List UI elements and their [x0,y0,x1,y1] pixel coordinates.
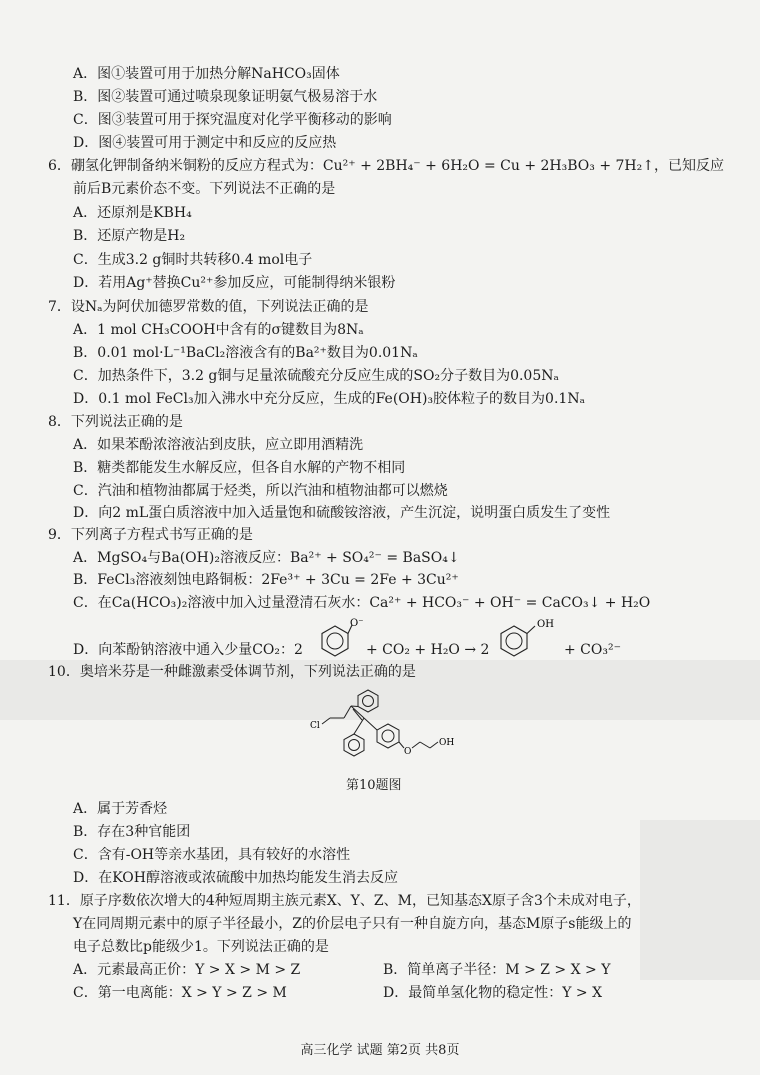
option-5a: A．图①装置可用于加热分解NaHCO₃固体 [73,66,340,82]
option-11b: B．简单离子半径：M > Z > X > Y [383,962,611,978]
option-11c: C．第一电离能：X > Y > Z > M [73,985,287,1001]
option-5d: D．图④装置可用于测定中和反应的反应热 [73,135,337,151]
option-7c: C．加热条件下，3.2 g铜与足量浓硫酸充分反应生成的SO₂分子数目为0.05Nₐ [73,368,559,384]
option-8c: C．汽油和植物油都属于烃类，所以汽油和植物油都可以燃烧 [73,483,448,499]
option-10d: D．在KOH醇溶液或浓硫酸中加热均能发生消去反应 [73,870,398,886]
option-6a: A．还原剂是KBH₄ [73,205,192,221]
option-8d: D．向2 mL蛋白质溶液中加入适量饱和硫酸铵溶液，产生沉淀，说明蛋白质发生了变性 [73,505,611,521]
phenol-label: OH [537,619,554,630]
question-10-stem: 10．奥培米芬是一种雌激素受体调节剂，下列说法正确的是 [48,664,416,680]
option-6c: C．生成3.2 g铜时共转移0.4 mol电子 [73,252,313,268]
cl-label: Cl [310,721,320,731]
option-10c: C．含有-OH等亲水基团，具有较好的水溶性 [73,847,351,863]
option-5b: B．图②装置可通过喷泉现象证明氨气极易溶于水 [73,89,378,105]
question-11-stem-cont2: 电子总数比p能级少1。下列说法正确的是 [73,939,329,955]
option-6d: D．若用Ag⁺替换Cu²⁺参加反应，可能制得纳米银粉 [73,275,396,291]
option-7a: A．1 mol CH₃COOH中含有的σ键数目为8Nₐ [73,322,364,338]
option-9b: B．FeCl₃溶液刻蚀电路铜板：2Fe³⁺ + 3Cu = 2Fe + 3Cu²⁺ [73,572,459,588]
option-10b: B．存在3种官能团 [73,824,191,840]
option-7d: D．0.1 mol FeCl₃加入沸水中充分反应，生成的Fe(OH)₃胶体粒子的数目为0.1Nₐ [73,391,585,407]
question-7-stem: 7．设Nₐ为阿伏加德罗常数的值，下列说法正确的是 [48,299,369,315]
page-footer: 高三化学 试题 第2页 共8页 [300,1043,460,1058]
question-11-stem: 11．原子序数依次增大的4种短周期主族元素X、Y、Z、M，已知基态X原子含3个未成对电子， [48,893,641,909]
option-11a: A．元素最高正价：Y > X > M > Z [73,962,301,978]
option-10a: A．属于芳香烃 [73,801,168,817]
option-9a: A．MgSO₄与Ba(OH)₂溶液反应：Ba²⁺ + SO₄²⁻ = BaSO₄↓ [73,550,460,566]
phenoxide-label: O⁻ [350,618,364,629]
option-7b: B．0.01 mol·L⁻¹BaCl₂溶液含有的Ba²⁺数目为0.01Nₐ [73,345,418,361]
figure-caption: 第10题图 [346,778,402,793]
option-8b: B．糖类都能发生水解反应，但各自水解的产物不相同 [73,460,406,476]
option-11d: D．最简单氢化物的稳定性：Y > X [383,985,603,1001]
ospemifene-structure [308,684,478,774]
scan-shadow [640,820,760,980]
phenoxide-structure [318,616,364,664]
option-6b: B．还原产物是H₂ [73,228,186,244]
question-9-stem: 9．下列离子方程式书写正确的是 [48,527,253,543]
question-6-stem-cont: 前后B元素价态不变。下列说法不正确的是 [73,181,336,197]
equation-end: + CO₃²⁻ [564,642,621,658]
question-6-stem: 6．硼氢化钾制备纳米铜粉的反应方程式为：Cu²⁺ + 2BH₄⁻ + 6H₂O = Cu + 2H₃BO₃ + 7H₂↑，已知反应 [48,158,724,174]
option-9c: C．在Ca(HCO₃)₂溶液中加入过量澄清石灰水：Ca²⁺ + HCO₃⁻ + OH⁻ = CaCO₃↓ + H₂O [73,595,651,611]
question-8-stem: 8．下列说法正确的是 [48,414,183,430]
option-8a: A．如果苯酚浓溶液沾到皮肤，应立即用酒精洗 [73,437,364,453]
equation-middle: + CO₂ + H₂O → 2 [366,642,490,658]
phenol-structure [497,616,561,664]
ether-o-label: O [404,747,412,757]
option-9d: D．向苯酚钠溶液中通入少量CO₂：2 [73,642,303,658]
option-5c: C．图③装置可用于探究温度对化学平衡移动的影响 [73,112,392,128]
hydroxyl-label: OH [439,738,455,748]
question-11-stem-cont1: Y在同周期元素中的原子半径最小，Z的价层电子只有一种自旋方向，基态M原子s能级上的 [73,916,632,932]
